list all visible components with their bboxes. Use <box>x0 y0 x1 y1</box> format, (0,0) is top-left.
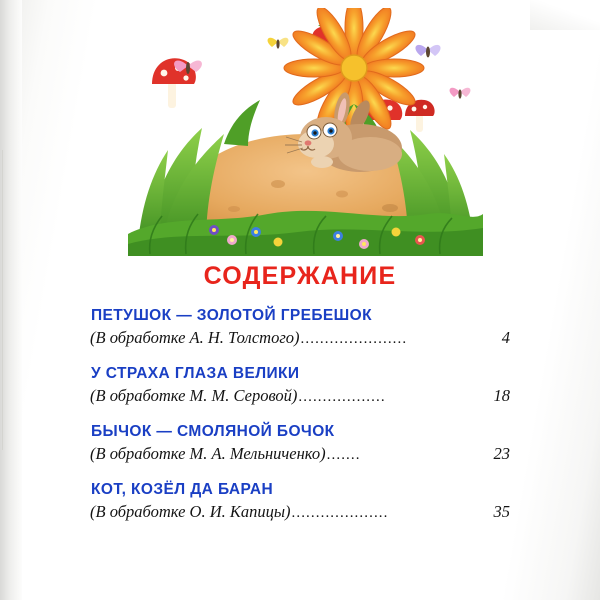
toc-entry-author: (В обработке М. А. Мельниченко) <box>90 444 326 463</box>
toc-page-number: 23 <box>493 444 510 463</box>
toc-entry-title: ПЕТУШОК — ЗОЛОТОЙ ГРЕБЕШОК <box>91 307 372 324</box>
toc-entry-list <box>90 307 510 522</box>
toc-entry-author: (В обработке О. И. Капицы) <box>90 502 291 521</box>
toc-page-number: 35 <box>493 502 510 521</box>
toc-entry[interactable] <box>90 307 510 348</box>
toc-page-number: 4 <box>501 328 510 347</box>
table-of-contents <box>0 262 600 539</box>
illustration-bunny-under-flower <box>128 8 483 256</box>
toc-leader-dots: ...................... <box>300 331 408 347</box>
toc-entry-author: (В обработке М. М. Серовой) <box>90 386 298 405</box>
toc-entry-title: БЫЧОК — СМОЛЯНОЙ БОЧОК <box>91 423 335 440</box>
toc-entry-line <box>90 444 510 464</box>
page-title: СОДЕРЖАНИЕ <box>203 262 397 290</box>
page-corner-highlight <box>530 0 600 30</box>
toc-leader-dots: .................... <box>291 505 389 521</box>
toc-entry-line <box>90 502 510 522</box>
toc-leader-dots: .................. <box>298 389 386 405</box>
toc-entry-line <box>90 328 510 348</box>
toc-page-number: 18 <box>493 386 510 405</box>
toc-leader-dots: ....... <box>326 447 361 463</box>
toc-entry[interactable] <box>90 423 510 464</box>
illustration-svg <box>128 8 483 256</box>
toc-entry[interactable] <box>90 481 510 522</box>
toc-entry-author: (В обработке А. Н. Толстого) <box>90 328 300 347</box>
toc-entry-title: У СТРАХА ГЛАЗА ВЕЛИКИ <box>91 365 300 382</box>
toc-entry-title: КОТ, КОЗЁЛ ДА БАРАН <box>91 481 274 498</box>
toc-entry-line <box>90 386 510 406</box>
toc-entry[interactable] <box>90 365 510 406</box>
